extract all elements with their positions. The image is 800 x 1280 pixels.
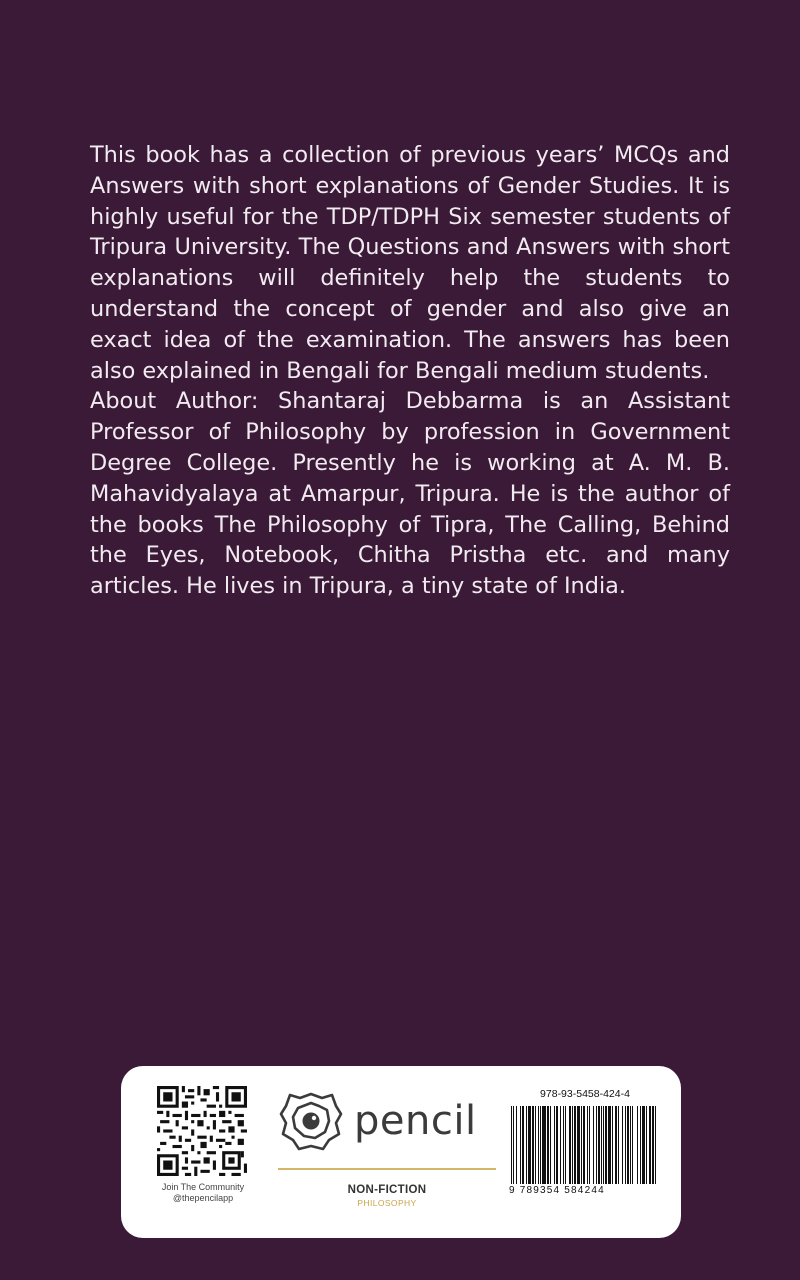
barcode-icon <box>509 1106 659 1184</box>
subgenre-label: PHILOSOPHY <box>357 1198 417 1208</box>
qr-caption-community: Join The Community <box>161 1182 245 1192</box>
brand-divider <box>278 1168 496 1170</box>
genre-label: NON-FICTION <box>347 1184 427 1196</box>
publisher-panel <box>121 1066 681 1238</box>
book-description: This book has a collection of previous years’ MCQs and Answers with short explanations of Gender Studies. It is highly useful for the TDP/TDPH Six semester students of Tripura University. The Questions and Answers with short explanations will definitely help the students to understand the concept of gender and also give an exact idea of the examination. The answers has been also explained in Bengali for Bengali medium students. <box>90 142 730 384</box>
qr-code-icon[interactable] <box>157 1086 247 1176</box>
about-author: About Author: Shantaraj Debbarma is an Assistant Professor of Philosophy by profession in Government Degree College. Presently he is working at A. M. B. Mahavidyalaya at Amarpur, Tripura. He is the author of the books The Philosophy of Tipra, The Calling, Behind the Eyes, Notebook, Chitha Pristha etc. and many articles. He lives in Tripura, a tiny state of India. <box>90 388 730 600</box>
barcode-digits: 9 789354 584244 <box>509 1185 605 1196</box>
isbn-label: 978-93-5458-424-4 <box>540 1088 630 1100</box>
back-cover-blurb <box>90 140 730 602</box>
qr-caption-handle: @thepencilapp <box>172 1193 234 1203</box>
qr-block <box>153 1086 253 1204</box>
qr-caption <box>153 1182 253 1204</box>
publisher-name: pencil <box>354 1098 477 1144</box>
pencil-logo-icon <box>278 1090 344 1152</box>
publisher-brand <box>278 1086 496 1208</box>
isbn-block <box>509 1088 661 1196</box>
